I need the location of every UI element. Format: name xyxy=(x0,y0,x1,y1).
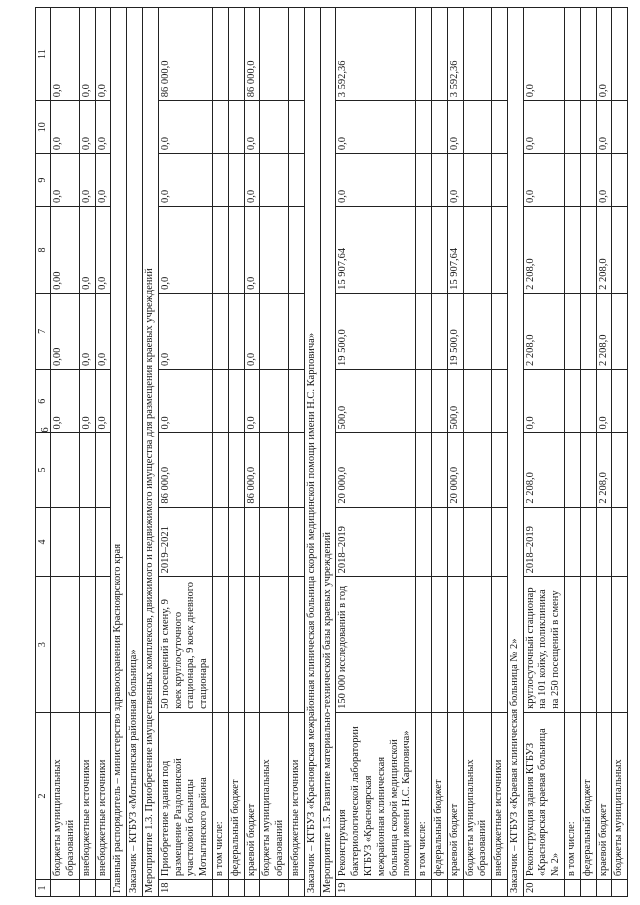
table-cell: 0,00 xyxy=(51,293,80,369)
table-cell: федеральный бюджет xyxy=(228,712,244,879)
table-cell: 2 208,0 xyxy=(523,293,564,369)
table-cell: 20 xyxy=(523,880,564,897)
table-cell: 86 000,0 xyxy=(158,8,212,101)
table-cell xyxy=(431,433,447,507)
table-cell: 0,0 xyxy=(158,370,212,433)
table-row xyxy=(492,8,508,897)
table-cell: 2018–2019 xyxy=(523,507,564,577)
table-cell: краевой бюджет xyxy=(244,712,260,879)
table-cell: бюджеты муниципальных xyxy=(612,712,628,879)
table-cell xyxy=(492,154,508,207)
table-cell xyxy=(416,577,432,712)
table-cell: 0,0 xyxy=(523,370,564,433)
table-cell xyxy=(244,507,260,577)
table-cell xyxy=(260,433,289,507)
table-cell xyxy=(492,507,508,577)
table-cell xyxy=(260,293,289,369)
table-cell: краевой бюджет xyxy=(596,712,612,879)
table-cell xyxy=(95,433,111,507)
table-cell: 0,0 xyxy=(596,370,612,433)
table-cell: 0,0 xyxy=(79,370,95,433)
table-cell: 0,0 xyxy=(51,8,80,101)
table-cell xyxy=(447,507,463,577)
table-cell: бюджеты муниципальных образований xyxy=(260,712,289,879)
table-cell xyxy=(95,507,111,577)
rotated-table-area xyxy=(35,7,633,897)
table-cell xyxy=(596,880,612,897)
table-cell: 0,0 xyxy=(51,154,80,207)
table-cell: 500,0 xyxy=(447,370,463,433)
column-number-11: 11 xyxy=(36,8,51,101)
table-cell xyxy=(260,8,289,101)
table-cell xyxy=(260,154,289,207)
table-cell: 0,0 xyxy=(95,207,111,294)
table-cell: 0,0 xyxy=(447,101,463,154)
table-cell: 0,0 xyxy=(79,207,95,294)
table-cell: 0,0 xyxy=(79,101,95,154)
table-cell xyxy=(431,8,447,101)
table-cell: 20 000,0 xyxy=(336,433,416,507)
table-cell xyxy=(228,577,244,712)
section-row xyxy=(507,8,523,897)
section-title: Заказчик – КГБУЗ «Краевая клиническая больница № 2» xyxy=(507,8,523,897)
table-cell xyxy=(596,507,612,577)
table-cell xyxy=(431,880,447,897)
table-cell: 3 592,36 xyxy=(447,8,463,101)
table-cell xyxy=(565,880,581,897)
table-cell xyxy=(565,507,581,577)
table-cell xyxy=(612,880,628,897)
table-cell xyxy=(463,207,492,294)
table-cell xyxy=(288,154,304,207)
table-cell xyxy=(463,880,492,897)
table-cell: внебюджетные источники xyxy=(95,712,111,879)
table-row xyxy=(244,8,260,897)
table-cell: 2019–2021 xyxy=(158,507,212,577)
table-cell: краевой бюджет xyxy=(447,712,463,879)
table-cell xyxy=(79,880,95,897)
table-row xyxy=(580,8,596,897)
table-cell xyxy=(288,101,304,154)
table-cell xyxy=(612,101,628,154)
table-cell xyxy=(212,101,228,154)
column-number-1: 1 xyxy=(36,880,51,897)
table-cell: 0,0 xyxy=(158,101,212,154)
table-cell xyxy=(79,507,95,577)
table-cell xyxy=(260,370,289,433)
table-row xyxy=(212,8,228,897)
table-cell: 15 907,64 xyxy=(336,207,416,294)
table-cell xyxy=(244,880,260,897)
table-cell xyxy=(260,507,289,577)
table-cell: круглосуточный стационар на 101 койку, поликлиника на 250 посещений в смену xyxy=(523,577,564,712)
table-cell: в том числе: xyxy=(416,712,432,879)
table-cell: 0,0 xyxy=(158,293,212,369)
table-cell xyxy=(580,207,596,294)
table-cell xyxy=(580,370,596,433)
table-cell: 0,0 xyxy=(596,101,612,154)
table-cell xyxy=(228,507,244,577)
table-row xyxy=(463,8,492,897)
table-cell: 86 000,0 xyxy=(244,8,260,101)
table-cell xyxy=(416,370,432,433)
table-cell: 500,0 xyxy=(336,370,416,433)
table-cell xyxy=(79,433,95,507)
table-cell xyxy=(212,507,228,577)
table-rotation-frame xyxy=(35,7,633,897)
table-cell: внебюджетные источники xyxy=(288,712,304,879)
table-cell xyxy=(95,880,111,897)
section-title: Главный распорядитель – министерство здравоохранения Красноярского края xyxy=(111,8,127,897)
table-cell: 0,0 xyxy=(51,370,80,433)
table-cell xyxy=(492,433,508,507)
table-cell: 2 208,0 xyxy=(523,207,564,294)
table-cell: 0,0 xyxy=(336,154,416,207)
column-number-9: 9 xyxy=(36,154,51,207)
table-cell: 19 500,0 xyxy=(336,293,416,369)
table-cell: 0,0 xyxy=(244,154,260,207)
table-cell xyxy=(228,101,244,154)
table-cell: 50 посещений в смену, 9 коек круглосуточного стационара, 9 коек дневного стационара xyxy=(158,577,212,712)
table-row xyxy=(431,8,447,897)
table-cell: 0,0 xyxy=(336,101,416,154)
table-cell: федеральный бюджет xyxy=(431,712,447,879)
table-cell xyxy=(416,8,432,101)
table-cell xyxy=(228,154,244,207)
table-cell xyxy=(565,154,581,207)
table-cell xyxy=(565,8,581,101)
table-cell xyxy=(431,507,447,577)
table-cell xyxy=(431,154,447,207)
table-row xyxy=(95,8,111,897)
table-row xyxy=(447,8,463,897)
table-cell xyxy=(244,577,260,712)
table-cell: 86 000,0 xyxy=(158,433,212,507)
table-cell: в том числе: xyxy=(212,712,228,879)
table-cell xyxy=(492,880,508,897)
table-row xyxy=(158,8,212,897)
table-cell: 2 208,0 xyxy=(523,433,564,507)
table-row xyxy=(228,8,244,897)
table-cell xyxy=(492,370,508,433)
section-title: Заказчик – КГБУЗ «Мотыгинская районная больница» xyxy=(127,8,143,897)
table-cell: 19 xyxy=(336,880,416,897)
table-cell: 18 xyxy=(158,880,212,897)
table-cell xyxy=(431,370,447,433)
table-row xyxy=(416,8,432,897)
table-cell xyxy=(463,577,492,712)
table-cell: 0,0 xyxy=(79,154,95,207)
table-row xyxy=(596,8,612,897)
budget-table xyxy=(35,7,628,897)
table-cell xyxy=(260,577,289,712)
table-cell: 0,0 xyxy=(244,101,260,154)
table-cell xyxy=(288,880,304,897)
table-cell xyxy=(228,433,244,507)
table-cell xyxy=(51,507,80,577)
page-number: 6 xyxy=(39,427,51,433)
table-cell xyxy=(612,507,628,577)
table-cell xyxy=(612,8,628,101)
table-row xyxy=(288,8,304,897)
table-cell: 86 000,0 xyxy=(244,433,260,507)
table-cell xyxy=(416,207,432,294)
table-cell xyxy=(212,880,228,897)
table-cell xyxy=(228,8,244,101)
table-cell: 0,0 xyxy=(244,293,260,369)
table-cell xyxy=(463,293,492,369)
table-cell xyxy=(492,8,508,101)
table-cell xyxy=(463,433,492,507)
section-title: Мероприятие 1.5. Развитие материально-технической базы краевых учреждений xyxy=(320,8,336,897)
table-cell xyxy=(612,293,628,369)
table-cell: 0,0 xyxy=(447,154,463,207)
table-cell xyxy=(492,293,508,369)
table-cell xyxy=(580,154,596,207)
table-row xyxy=(612,8,628,897)
table-cell xyxy=(580,880,596,897)
table-cell xyxy=(416,154,432,207)
table-cell xyxy=(416,293,432,369)
table-body xyxy=(36,8,628,897)
table-cell xyxy=(416,101,432,154)
table-cell xyxy=(95,577,111,712)
section-row xyxy=(142,8,158,897)
table-cell xyxy=(431,293,447,369)
table-cell xyxy=(212,577,228,712)
table-cell xyxy=(612,433,628,507)
table-cell xyxy=(431,101,447,154)
table-cell xyxy=(212,8,228,101)
table-cell xyxy=(228,880,244,897)
table-cell xyxy=(288,8,304,101)
column-number-4: 4 xyxy=(36,507,51,577)
table-cell: 2 208,0 xyxy=(596,433,612,507)
table-cell xyxy=(416,507,432,577)
table-cell xyxy=(580,101,596,154)
table-cell: 0,0 xyxy=(95,101,111,154)
table-cell xyxy=(492,101,508,154)
table-cell: 2 208,0 xyxy=(596,207,612,294)
table-row xyxy=(79,8,95,897)
table-cell: 20 000,0 xyxy=(447,433,463,507)
table-cell xyxy=(565,293,581,369)
table-cell xyxy=(447,577,463,712)
table-cell xyxy=(565,101,581,154)
table-cell xyxy=(463,154,492,207)
table-cell: федеральный бюджет xyxy=(580,712,596,879)
table-cell: 0,0 xyxy=(244,370,260,433)
table-cell xyxy=(580,507,596,577)
column-number-header xyxy=(36,8,51,897)
table-cell xyxy=(212,433,228,507)
table-cell xyxy=(612,207,628,294)
table-cell xyxy=(565,433,581,507)
table-cell xyxy=(580,293,596,369)
table-cell: 0,00 xyxy=(51,207,80,294)
column-number-10: 10 xyxy=(36,101,51,154)
table-cell xyxy=(463,101,492,154)
table-cell xyxy=(228,370,244,433)
section-row xyxy=(320,8,336,897)
table-cell: 0,0 xyxy=(95,8,111,101)
table-cell xyxy=(565,577,581,712)
table-cell xyxy=(580,577,596,712)
table-cell xyxy=(565,370,581,433)
table-cell: в том числе: xyxy=(565,712,581,879)
table-cell: бюджеты муниципальных образований xyxy=(463,712,492,879)
table-cell: внебюджетные источники xyxy=(79,712,95,879)
table-cell xyxy=(260,101,289,154)
table-cell xyxy=(212,154,228,207)
table-cell xyxy=(51,577,80,712)
table-cell xyxy=(260,880,289,897)
table-row xyxy=(260,8,289,897)
table-cell: 0,0 xyxy=(158,154,212,207)
table-cell: 0,0 xyxy=(95,370,111,433)
table-cell: 0,0 xyxy=(95,293,111,369)
table-cell: Реконструкция бактериологической лаборатории КГБУЗ «Красноярская межрайонная клиническая больница скорой медицинской помощи имени Н.С. Карповича» xyxy=(336,712,416,879)
table-row xyxy=(565,8,581,897)
table-row xyxy=(51,8,80,897)
table-cell: 0,0 xyxy=(523,154,564,207)
table-cell xyxy=(492,207,508,294)
table-row xyxy=(523,8,564,897)
table-cell: 0,0 xyxy=(158,207,212,294)
table-cell xyxy=(565,207,581,294)
table-cell xyxy=(612,154,628,207)
table-cell: 0,0 xyxy=(51,101,80,154)
column-number-2: 2 xyxy=(36,712,51,879)
table-cell: Реконструкция здания КГБУЗ «Красноярская краевая больница № 2» xyxy=(523,712,564,879)
table-cell xyxy=(580,8,596,101)
table-cell: внебюджетные источники xyxy=(492,712,508,879)
table-cell xyxy=(228,293,244,369)
table-cell xyxy=(288,370,304,433)
table-cell: 150 000 исследований в год xyxy=(336,577,416,712)
table-cell xyxy=(463,8,492,101)
table-cell: 2018–2019 xyxy=(336,507,416,577)
section-title: Мероприятие 1.3. Приобретение имущественных комплексов, движимого и недвижимого имущества для размещения краевых учреждений xyxy=(142,8,158,897)
table-cell: 15 907,64 xyxy=(447,207,463,294)
table-cell xyxy=(288,507,304,577)
table-cell xyxy=(612,370,628,433)
table-cell xyxy=(431,577,447,712)
section-row xyxy=(127,8,143,897)
table-cell: бюджеты муниципальных образований xyxy=(51,712,80,879)
table-cell: 0,0 xyxy=(596,8,612,101)
table-cell xyxy=(51,880,80,897)
table-cell xyxy=(463,370,492,433)
column-number-8: 8 xyxy=(36,207,51,294)
table-cell: 0,0 xyxy=(596,154,612,207)
table-cell xyxy=(288,293,304,369)
table-cell xyxy=(288,577,304,712)
table-cell: 3 592,36 xyxy=(336,8,416,101)
table-cell xyxy=(228,207,244,294)
table-row xyxy=(336,8,416,897)
table-cell: 0,0 xyxy=(523,101,564,154)
table-cell: 0,0 xyxy=(244,207,260,294)
column-number-3: 3 xyxy=(36,577,51,712)
table-cell xyxy=(79,577,95,712)
section-row xyxy=(304,8,320,897)
table-cell xyxy=(212,370,228,433)
table-cell: 19 500,0 xyxy=(447,293,463,369)
table-cell: Приобретение здания под размещение Раздолинской участковой больницы Мотыгинского района xyxy=(158,712,212,879)
table-cell xyxy=(260,207,289,294)
table-cell xyxy=(431,207,447,294)
table-cell xyxy=(492,577,508,712)
table-cell xyxy=(212,293,228,369)
table-cell xyxy=(51,433,80,507)
section-row xyxy=(111,8,127,897)
table-cell xyxy=(596,577,612,712)
column-number-5: 5 xyxy=(36,433,51,507)
section-title: Заказчик – КГБУЗ «Красноярская межрайонная клиническая больница скорой медицинской помощи имени Н.С. Карповича» xyxy=(304,8,320,897)
table-cell xyxy=(447,880,463,897)
table-cell xyxy=(288,433,304,507)
table-cell xyxy=(416,880,432,897)
table-cell xyxy=(288,207,304,294)
table-cell: 0,0 xyxy=(95,154,111,207)
table-cell: 2 208,0 xyxy=(596,293,612,369)
table-cell xyxy=(580,433,596,507)
column-number-6: 6 xyxy=(36,370,51,433)
table-cell xyxy=(416,433,432,507)
column-number-7: 7 xyxy=(36,293,51,369)
table-cell: 0,0 xyxy=(523,8,564,101)
table-cell xyxy=(212,207,228,294)
table-cell: 0,0 xyxy=(79,8,95,101)
table-cell xyxy=(612,577,628,712)
table-cell: 0,0 xyxy=(79,293,95,369)
table-cell xyxy=(463,507,492,577)
